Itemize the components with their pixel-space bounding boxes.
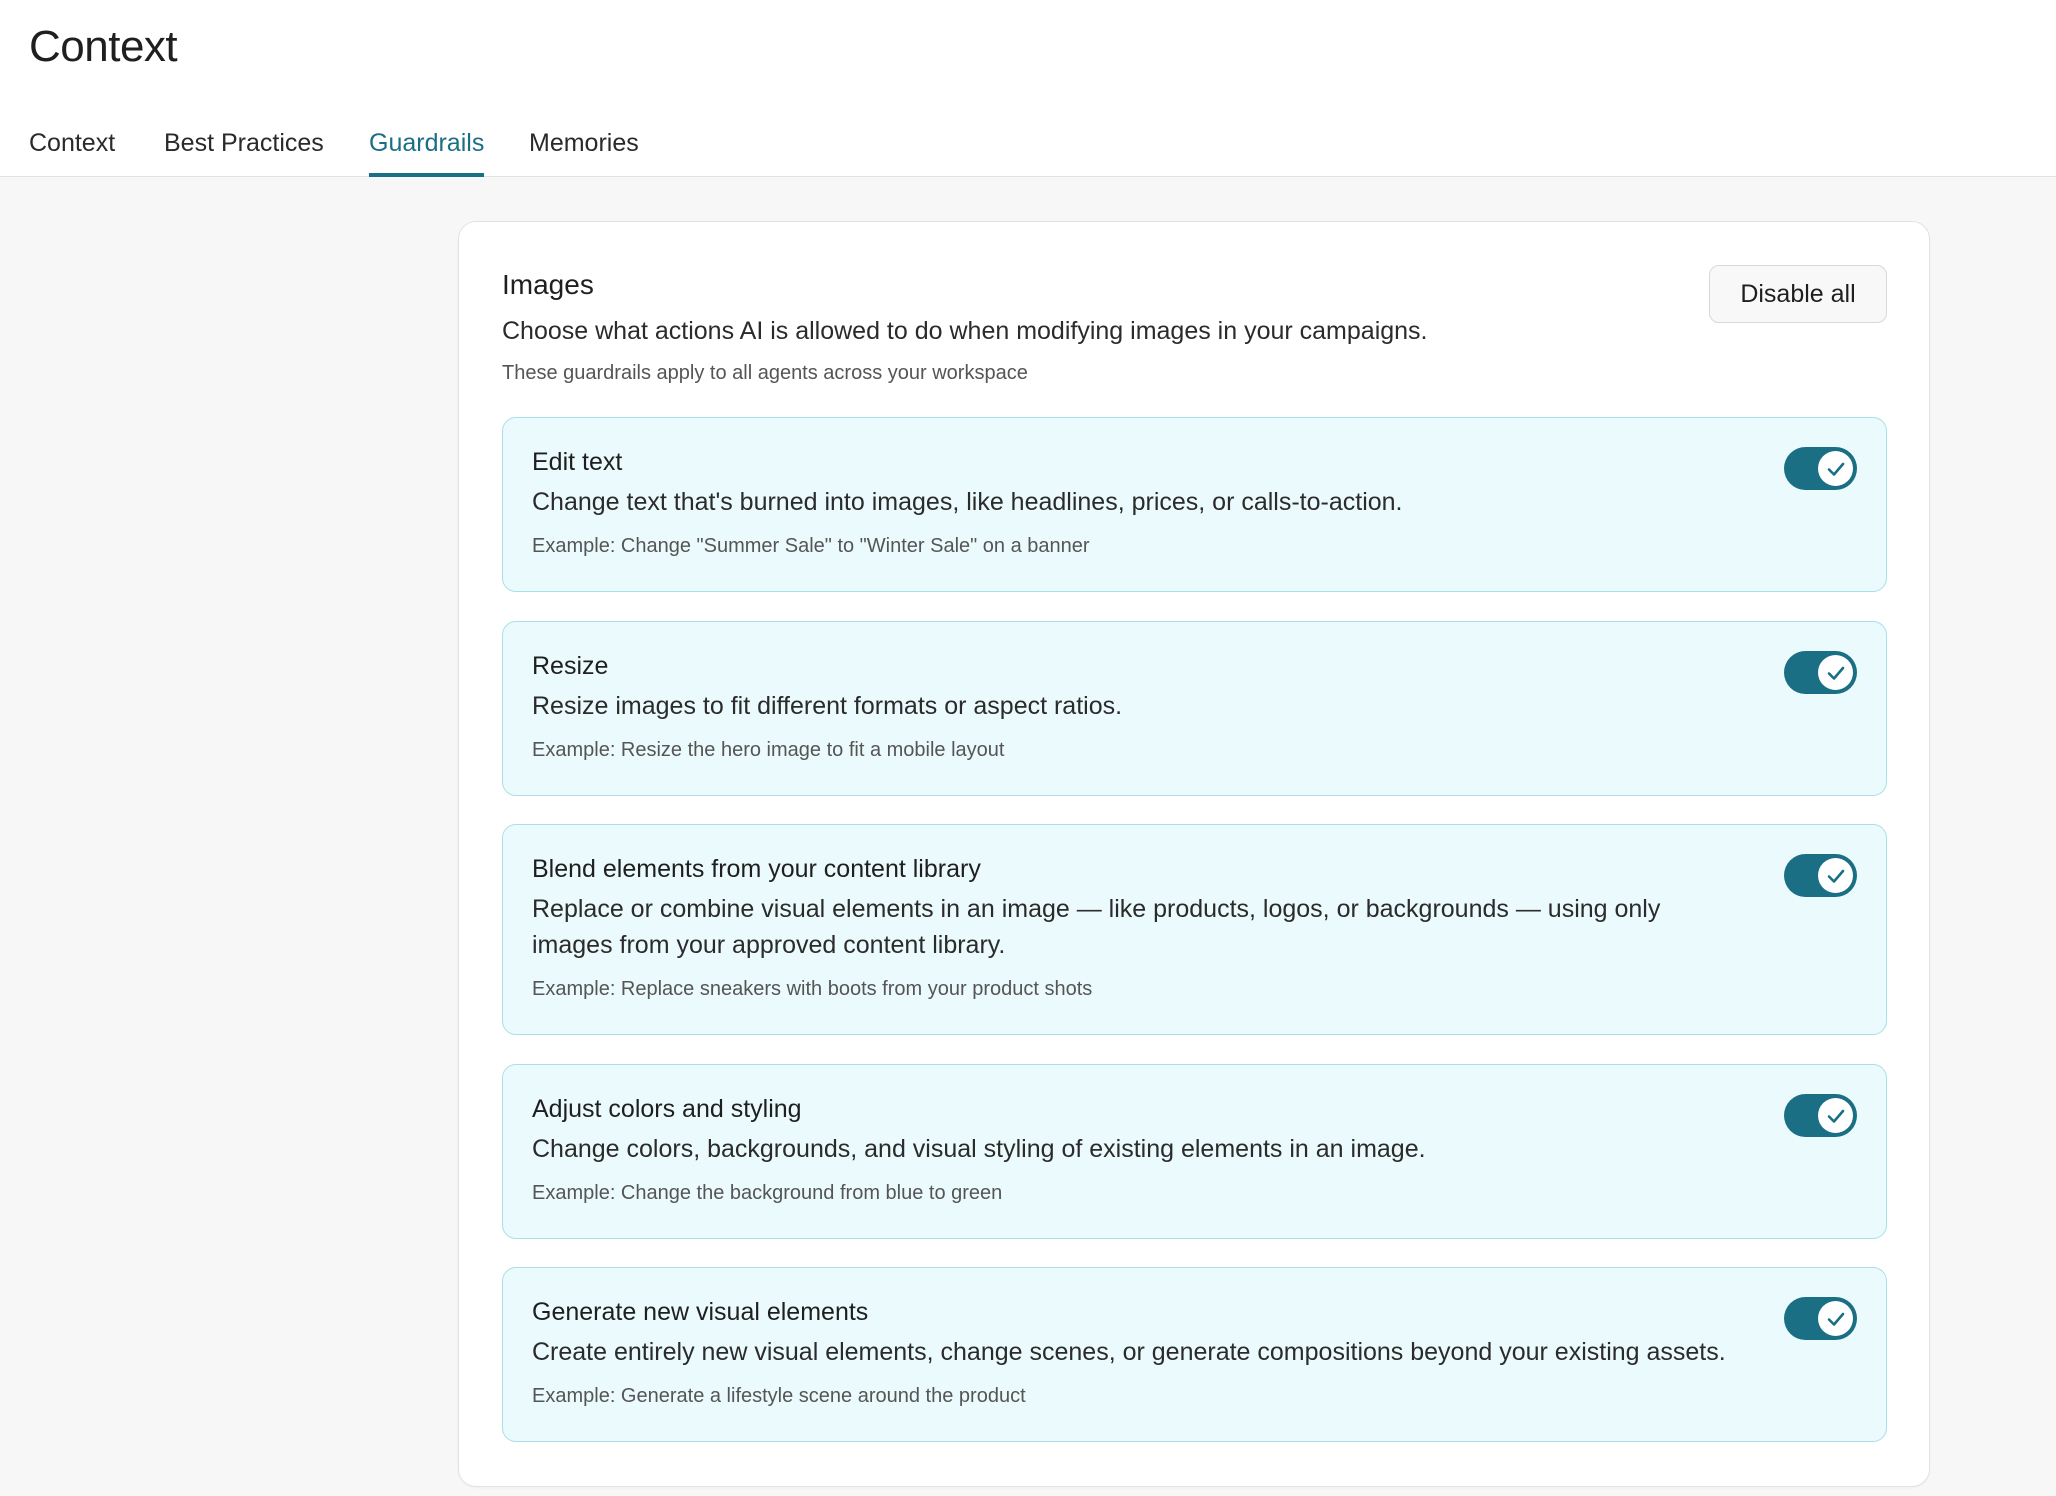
guardrail-item-adjust-colors	[502, 1064, 1887, 1239]
section-note: These guardrails apply to all agents across your workspace	[502, 362, 1028, 384]
guardrail-item-edit-text	[502, 417, 1887, 592]
images-guardrails-card	[458, 221, 1930, 1487]
guardrail-description: Create entirely new visual elements, change scenes, or generate compositions beyond your existing assets.	[532, 1338, 1726, 1366]
guardrail-example: Example: Resize the hero image to fit a mobile layout	[532, 739, 1005, 761]
check-icon	[1825, 865, 1847, 887]
tab-context[interactable]: Context	[29, 129, 116, 157]
guardrail-description: Change text that's burned into images, like headlines, prices, or calls-to-action.	[532, 488, 1403, 516]
guardrail-title: Adjust colors and styling	[532, 1095, 802, 1123]
check-icon	[1825, 458, 1847, 480]
guardrail-title: Blend elements from your content library	[532, 855, 981, 883]
toggle-knob	[1818, 1301, 1853, 1336]
toggle-knob	[1818, 858, 1853, 893]
guardrail-title: Generate new visual elements	[532, 1298, 869, 1326]
guardrail-item-blend-elements	[502, 824, 1887, 1035]
guardrail-example: Example: Change "Summer Sale" to "Winter Sale" on a banner	[532, 535, 1090, 557]
guardrail-example: Example: Replace sneakers with boots from your product shots	[532, 978, 1093, 1000]
adjust-colors-toggle[interactable]	[1784, 1094, 1857, 1137]
guardrail-example: Example: Generate a lifestyle scene around the product	[532, 1385, 1026, 1407]
disable-all-button[interactable]: Disable all	[1709, 265, 1887, 323]
generate-new-toggle[interactable]	[1784, 1297, 1857, 1340]
check-icon	[1825, 1308, 1847, 1330]
toggle-knob	[1818, 451, 1853, 486]
guardrail-title: Resize	[532, 652, 609, 680]
guardrail-description: Resize images to fit different formats or aspect ratios.	[532, 692, 1123, 720]
page-title: Context	[29, 22, 178, 71]
check-icon	[1825, 1105, 1847, 1127]
tab-memories[interactable]: Memories	[529, 129, 639, 157]
edit-text-toggle[interactable]	[1784, 447, 1857, 490]
blend-elements-toggle[interactable]	[1784, 854, 1857, 897]
resize-toggle[interactable]	[1784, 651, 1857, 694]
guardrail-title: Edit text	[532, 448, 623, 476]
guardrail-description: Replace or combine visual elements in an image — like products, logos, or backgrounds — using only images from your approved content library.	[532, 895, 1661, 959]
guardrail-description: Change colors, backgrounds, and visual styling of existing elements in an image.	[532, 1135, 1426, 1163]
guardrail-example: Example: Change the background from blue to green	[532, 1182, 1003, 1204]
section-description: Choose what actions AI is allowed to do when modifying images in your campaigns.	[502, 317, 1428, 345]
section-title: Images	[502, 269, 594, 300]
toggle-knob	[1818, 655, 1853, 690]
toggle-knob	[1818, 1098, 1853, 1133]
guardrail-item-generate-new	[502, 1267, 1887, 1442]
top-bar	[0, 0, 2056, 177]
check-icon	[1825, 662, 1847, 684]
tab-best-practices[interactable]: Best Practices	[164, 129, 324, 157]
guardrail-item-resize	[502, 621, 1887, 796]
tab-guardrails[interactable]: Guardrails	[369, 110, 484, 177]
